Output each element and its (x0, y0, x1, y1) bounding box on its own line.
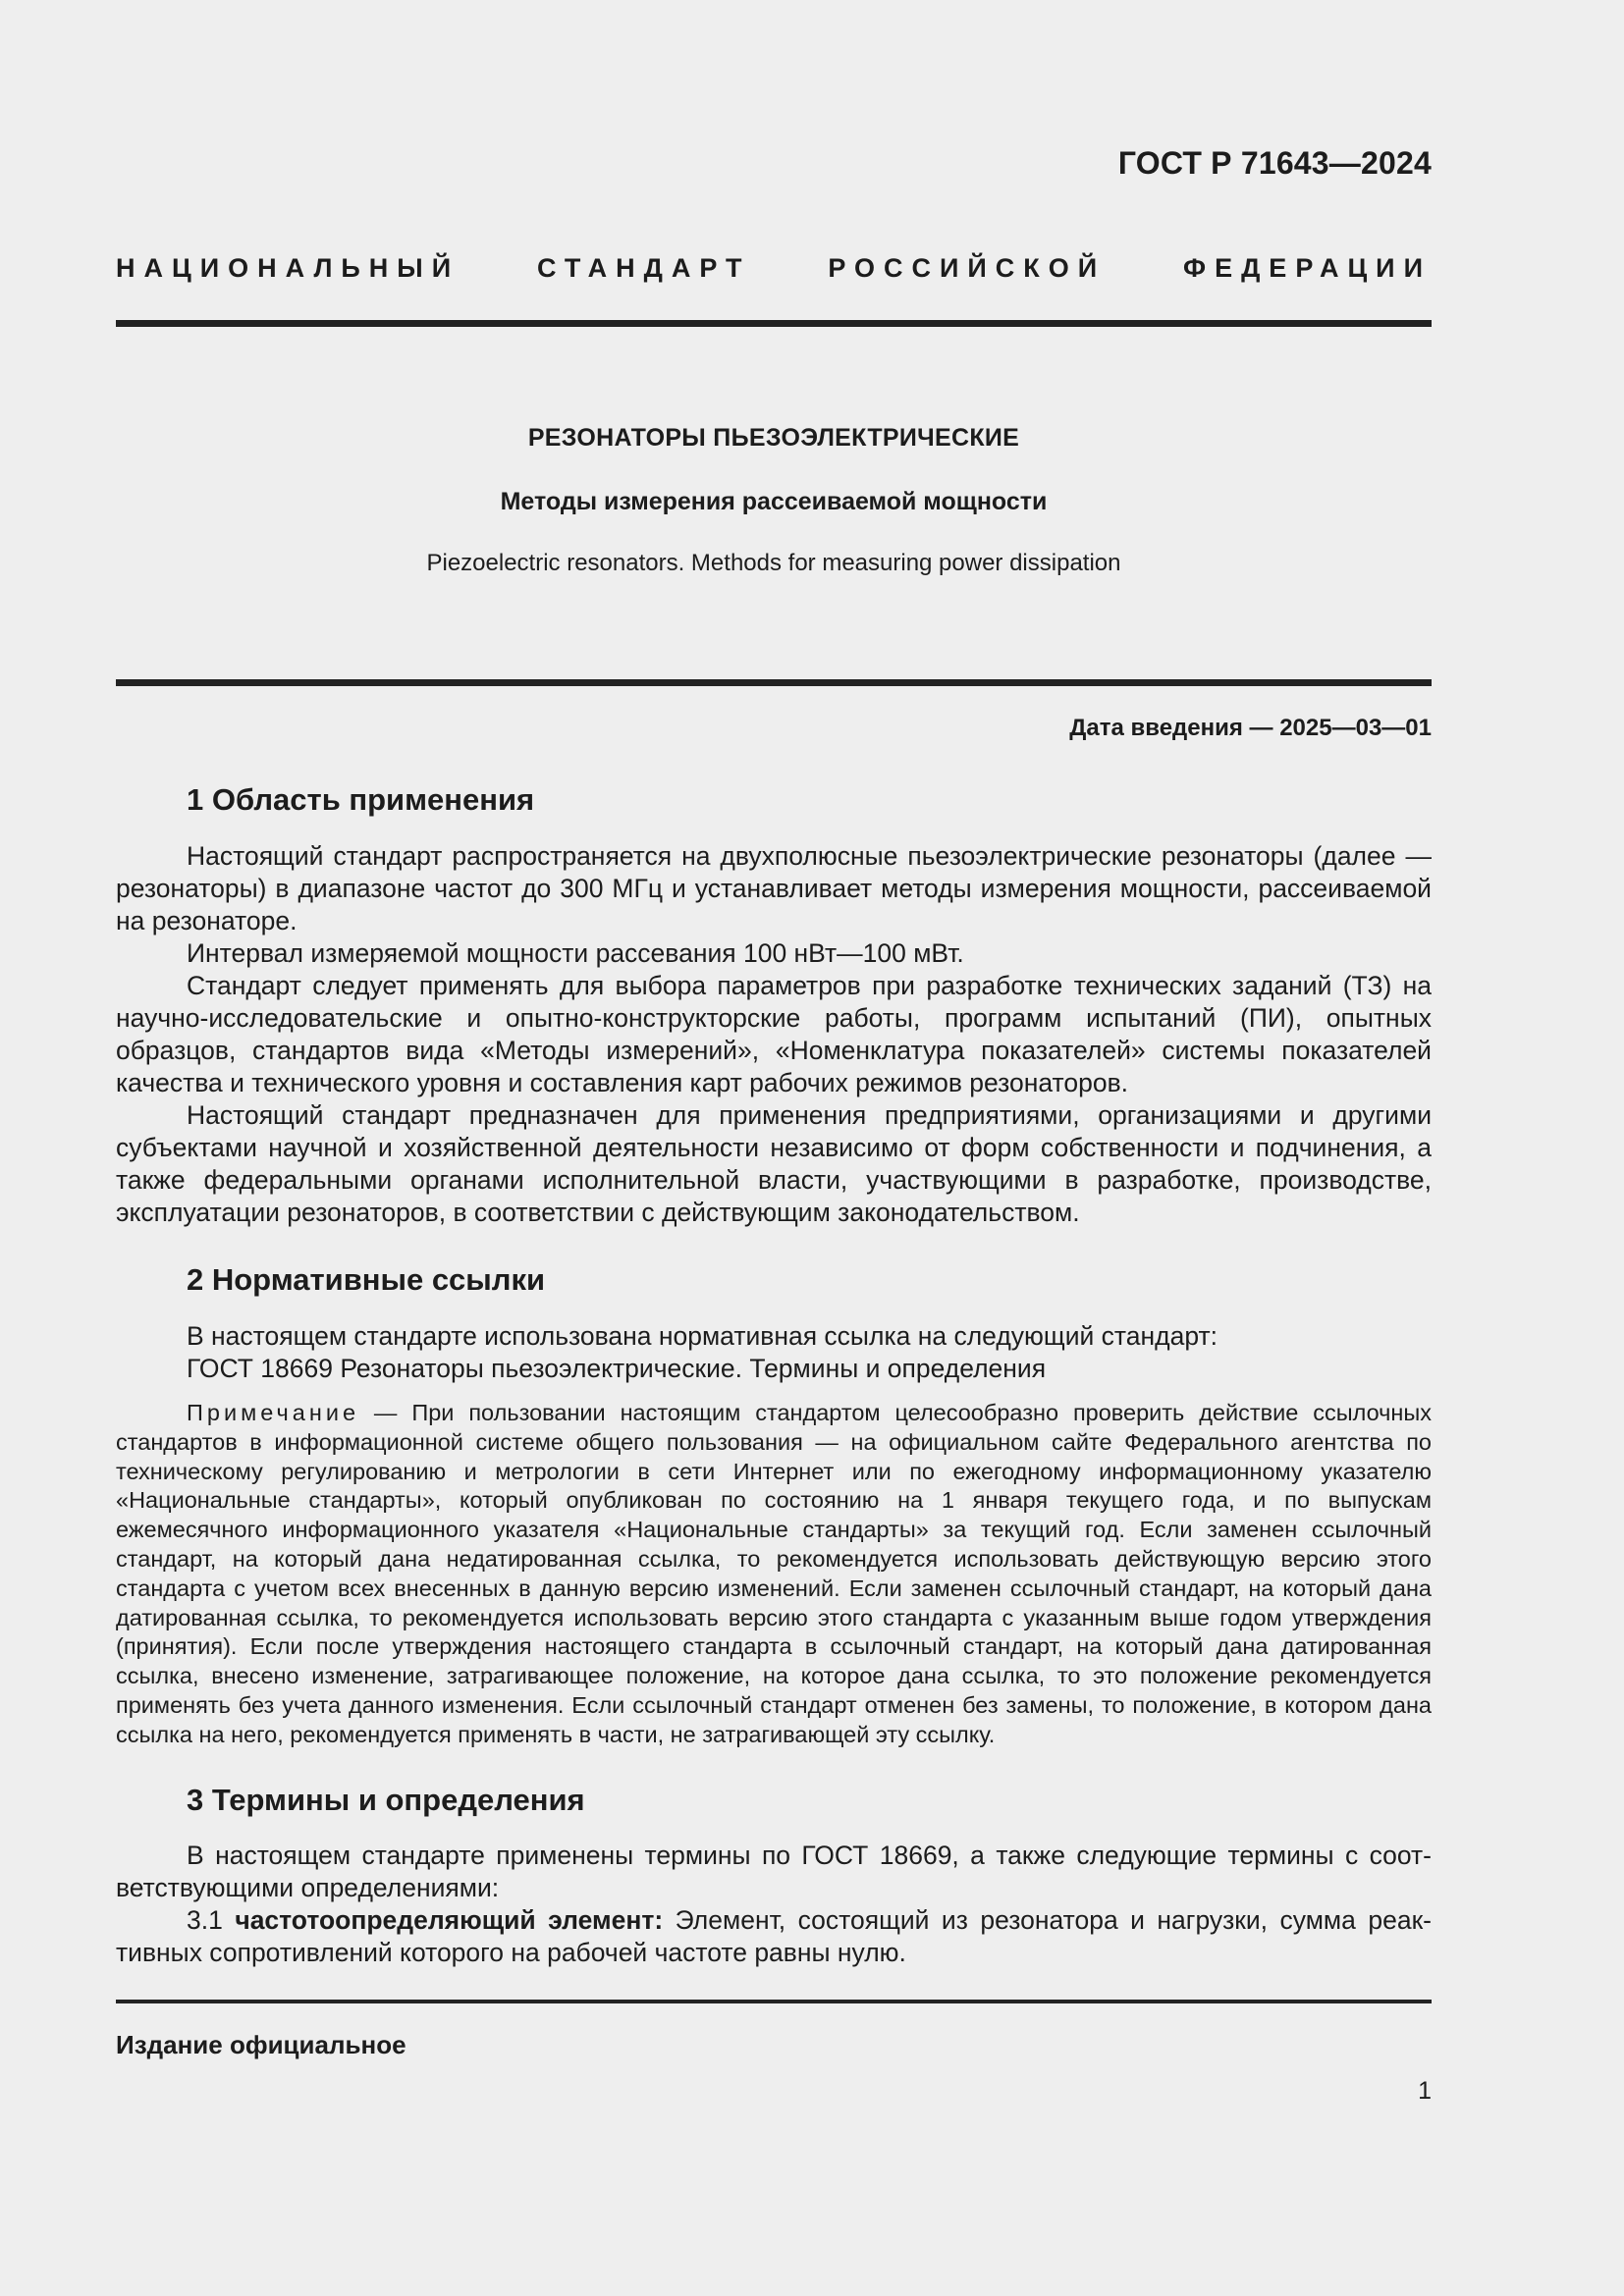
scope-paragraph: Интервал измеряемой мощности рассевания 100 нВт—100 мВт. (187, 938, 964, 968)
document-code: ГОСТ Р 71643—2024 (1117, 145, 1432, 181)
scope-paragraph: Настоящий стандарт предназначен для применения предприятиями, организациями и другими субъектами научной и хозяйственной деятельности независимо от форм собственности и подчинения, а также федеральными органами исполнительной власти, участвующими в разработке, производстве, эксплуатации резонаторов, в соответствии с действующим законодательством. (116, 1100, 1432, 1227)
section-heading-references: 2 Нормативные ссылки (187, 1262, 546, 1297)
document-subtitle: Методы измерения рассеиваемой мощности (500, 488, 1048, 515)
scope-paragraph: Стандарт следует применять для выбора параметров при разработке технических заданий (ТЗ) на научно-исследовательские и опытно-конструкторские работы, программ испытаний (ПИ), опытных образцов, стандартов вида «Методы измерений», «Номенклатура показателей» системы показателей качества и технического уровня и составления карт рабочих режимов резонаторов. (116, 971, 1432, 1097)
term-name: частотоопределяющий элемент: (235, 1905, 664, 1935)
references-paragraph: В настоящем стандарте использована нормативная ссылка на следующий стандарт: (187, 1321, 1218, 1351)
introduction-date: Дата введения — 2025—03—01 (1069, 715, 1432, 741)
term-definition-text: Элемент, состоящий из резонатора и нагрузки, сумма реактивных сопротивлений которого на рабочей частоте равны нулю. (116, 1905, 1432, 1967)
note-text: — При пользовании настоящим стандартом целесообразно проверить действие ссылочных стандартов в информационной системе общего пользования — на официальном сайте Федерального агентства по техническому регулированию и метрологии в сети Интернет или по ежегодному информационному указателю «Национальные стандарты», который опубликован по состоянию на 1 января текущего года, и по выпускам ежемесячного информационного указателя «Национальные стандарты» за текущий год. Если заменен ссылочный стандарт, на который дана недатированная ссылка, то рекомендуется использовать действующую версию этого стандарта с учетом всех внесенных в данную версию изменений. Если заменен ссылочный стандарт, на который дана датированная ссылка, то рекомендуется использовать версию этого стандарта с указанным выше годом утверждения (принятия). Если после утверждения настоящего стандарта в ссылочный стандарт, на который дана датированная ссылка, внесено изменение, затрагивающее положение, на которое дана ссылка, то это положение рекомендуется применять без учета данного изменения. Если ссылочный стандарт отменен без замены, то положение, в котором дана ссылка на него, рекомендуется применять в части, не затрагивающей эту ссылку. (116, 1400, 1432, 1747)
section-heading-scope: 1 Область применения (187, 782, 535, 817)
references-note (116, 1399, 1432, 1750)
footer-rule (116, 2000, 1432, 2003)
scope-paragraph: Настоящий стандарт распространяется на двухполюсные пьезоэлектрические резонаторы (далее — резонаторы) в диапазоне частот до 300 МГц и устанавливает методы измерения мощности, рассеиваемой на резонаторе. (116, 841, 1432, 935)
english-title: Piezoelectric resonators. Methods for measuring power dissipation (426, 550, 1121, 576)
title-rule (116, 679, 1432, 686)
term-definition (116, 1904, 1432, 1969)
section-heading-terms: 3 Термины и определения (187, 1783, 585, 1817)
national-standard-banner: НАЦИОНАЛЬНЫЙ СТАНДАРТ РОССИЙСКОЙ ФЕДЕРАЦИИ (116, 253, 1432, 283)
official-edition-label: Издание официальное (116, 2030, 406, 2059)
term-number: 3.1 (187, 1905, 223, 1935)
references-paragraph: ГОСТ 18669 Резонаторы пьезоэлектрические. Термины и определения (187, 1354, 1047, 1383)
document-title: РЕЗОНАТОРЫ ПЬЕЗОЭЛЕКТРИЧЕСКИЕ (527, 424, 1020, 452)
note-label: Примечание (187, 1400, 360, 1425)
page-number: 1 (1418, 2077, 1432, 2105)
terms-paragraph: В настоящем стандарте применены термины по ГОСТ 18669, а также следующие термины с соответствующими определениями: (116, 1841, 1432, 1902)
top-rule (116, 320, 1432, 327)
